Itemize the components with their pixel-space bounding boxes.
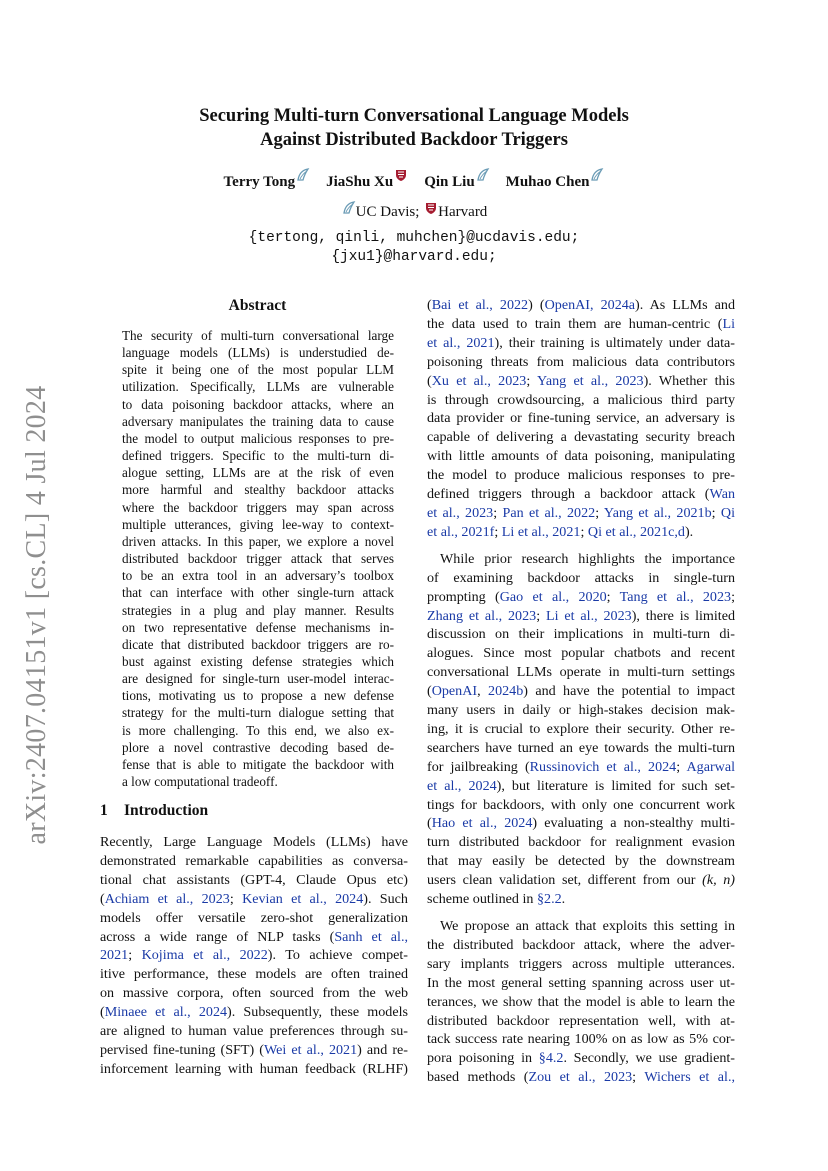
citation-link[interactable]: Wan [709, 486, 735, 503]
author-name: Terry Tong [223, 174, 296, 190]
text-run: In the most general setting spanning across user ut- [427, 974, 735, 991]
abstract-line: multiple utterances, giving lee-way to context- [122, 516, 394, 532]
text-run: ), their training is ultimately under data- [494, 334, 735, 351]
text-run: the data used to train them are human-centric ( [427, 315, 723, 332]
text-run: pervised fine-tuning (SFT) ( [100, 1041, 264, 1058]
text-run: ; [526, 372, 538, 389]
ucdavis-logo-icon [476, 168, 490, 182]
abstract-line: the model to output malicious responses to pre- [122, 430, 394, 446]
text-run: ; [580, 523, 588, 540]
text-line [427, 777, 735, 796]
citation-link[interactable]: et al., 2023 [427, 504, 494, 521]
text-run: ( [100, 1004, 105, 1021]
text-run: capable of delivering a devastating security breach [427, 429, 735, 446]
affiliation-harvard: Harvard [438, 204, 488, 220]
text-line [100, 833, 408, 852]
math-expression: (k, n) [702, 872, 735, 889]
text-line [100, 928, 408, 947]
title-line-1: Securing Multi-turn Conversational Language Models [199, 106, 629, 126]
text-run: ; [536, 607, 546, 624]
citation-link[interactable]: Zou et al., 2023 [528, 1069, 633, 1086]
text-run: While prior research highlights the importance [440, 550, 735, 567]
text-run: ). Whether this [643, 372, 735, 389]
abstract-line: fense that is able to mitigate the backdoor with [122, 756, 394, 772]
citation-link[interactable]: Li [722, 315, 735, 332]
ucdavis-logo-icon [590, 168, 604, 182]
abstract-line: more harmful and stealthy backdoor attacks [122, 482, 394, 498]
citation-link[interactable]: Wichers et al., [644, 1069, 735, 1086]
text-line [427, 644, 735, 663]
author-emails [0, 229, 828, 267]
text-run: discussion on their implications in multi-turn di- [427, 626, 735, 643]
section-number: 1 [100, 802, 108, 819]
text-line [427, 936, 735, 955]
text-run: many users in daily or high-stakes decision mak- [427, 702, 735, 719]
paper-title [0, 104, 828, 152]
text-line [427, 588, 735, 607]
abstract-heading: Abstract [228, 297, 287, 314]
text-run: users clean validation set, different from our [427, 872, 703, 889]
abstract-line: to be an extra tool in an adversary’s toolbox [122, 568, 394, 584]
text-line [100, 852, 408, 871]
author-entry [326, 174, 408, 191]
text-run: ). Such [363, 890, 408, 907]
text-run: based methods ( [427, 1069, 529, 1086]
harvard-logo-icon [424, 201, 438, 215]
text-line [100, 909, 408, 928]
text-run: We propose an attack that exploits this setting in [440, 918, 735, 934]
left-column-text [100, 833, 408, 1079]
text-line [100, 1022, 408, 1041]
ucdavis-logo-icon [296, 168, 310, 182]
text-run: ( [427, 815, 432, 832]
text-line [427, 758, 735, 777]
text-run: defined triggers through a backdoor attack ( [427, 486, 710, 503]
text-run: ( [427, 683, 432, 700]
abstract-line: plore a novel contrastive decoding based de- [122, 739, 394, 755]
affiliations [0, 204, 828, 221]
text-line [100, 1003, 408, 1022]
citation-link[interactable]: Kevian et al., 2024 [242, 890, 364, 907]
text-line [427, 1068, 735, 1087]
text-line [427, 409, 735, 428]
ucdavis-logo-icon [342, 201, 356, 215]
text-run: , [477, 683, 489, 700]
text-run: alogues. Since most popular chatbots and recent [427, 645, 735, 662]
title-line-2: Against Distributed Backdoor Triggers [260, 130, 568, 150]
text-run: across a wide range of NLP tasks ( [100, 928, 335, 945]
text-run: ; [676, 758, 687, 775]
citation-link[interactable]: §4.2 [538, 1050, 564, 1067]
text-run: the model to produce malicious responses to pre- [427, 467, 735, 484]
text-line [427, 391, 735, 410]
author-name: Muhao Chen [505, 174, 590, 190]
text-run: models offer versatile zero-shot generalization [100, 909, 408, 926]
text-run: poisoning threats from malicious data contributors [427, 353, 735, 370]
text-line [100, 1041, 408, 1060]
text-run: tack success rate nearing 100% on as low as 5% cor- [427, 1031, 735, 1048]
author-entry [224, 174, 311, 191]
text-run: ) evaluating a non-stealthy multi- [532, 815, 735, 832]
text-line [100, 871, 408, 890]
text-run: terances, we show that the model is able to learn the [427, 993, 735, 1010]
text-run: prompting ( [427, 588, 500, 605]
text-line [427, 1030, 735, 1049]
abstract-line: alogue setting, LLMs are at the risk of even [122, 465, 394, 481]
text-line [427, 334, 735, 353]
text-line [427, 682, 735, 701]
citation-link[interactable]: Qi [720, 504, 735, 521]
abstract-line: defined triggers. Specific to the multi-turn di- [122, 448, 394, 464]
harvard-logo-icon [394, 168, 408, 182]
text-line [427, 739, 735, 758]
text-run: on massive corpora, often sourced from the web [100, 985, 408, 1002]
text-run: that may easily be detected by the downstream [427, 853, 735, 870]
text-run: conversational LLMs operate in multi-turn settings [427, 664, 735, 681]
text-run: ; [595, 504, 604, 521]
text-line [427, 353, 735, 372]
citation-link[interactable]: Hao et al., 2024 [431, 815, 533, 832]
text-run: itive performance, these models are often trained [100, 966, 408, 983]
citation-link[interactable]: Sanh et al., [334, 928, 408, 945]
citation-link[interactable]: Agarwal [686, 758, 735, 775]
text-line [427, 372, 735, 391]
text-run: ; [494, 523, 502, 540]
text-run: ). [684, 523, 694, 540]
text-run: ). As LLMs and [635, 297, 735, 313]
text-line [427, 833, 735, 852]
citation-link[interactable]: Zhang et al., 2023 [427, 607, 537, 624]
text-run: the distributed backdoor attack, where the adver- [427, 936, 735, 953]
text-line [427, 1049, 735, 1068]
citation-link[interactable]: Li et al., 2021 [501, 523, 581, 540]
text-run: ; [731, 588, 735, 605]
text-run: demonstrated remarkable capabilities as conversa- [100, 852, 408, 869]
abstract-line: to data poisoning backdoor attacks, where an [122, 396, 394, 412]
text-run: . [561, 891, 566, 908]
abstract-line: tions, motivating us to propose a new defense [122, 688, 394, 704]
text-run: ; [711, 504, 721, 521]
abstract-line: language models (LLMs) is understudied de- [122, 345, 394, 361]
citation-link[interactable]: Gao et al., 2020 [499, 588, 607, 605]
text-line [427, 625, 735, 644]
citation-link[interactable]: Qi et al., 2021c,d [587, 523, 685, 540]
abstract-line: on two representative defense mechanisms in- [122, 619, 394, 635]
text-line [427, 701, 735, 720]
text-line [427, 1012, 735, 1031]
text-line [427, 814, 735, 833]
text-run: turn distributed backdoor for realignment evasion [427, 834, 735, 851]
abstract-line: distributed backdoor trigger attack that serves [122, 551, 394, 567]
abstract-line: is more challenging. To this end, we also ex- [122, 722, 394, 738]
text-line [427, 523, 735, 542]
text-run: ( [427, 297, 432, 313]
text-line [427, 993, 735, 1012]
citation-link[interactable]: 2021 [100, 947, 129, 964]
citation-link[interactable]: OpenAI [431, 683, 478, 700]
abstract-line: strategy for the multi-turn dialogue setting that [122, 705, 394, 721]
text-run: searchers have turned an eye towards the multi-turn [427, 739, 735, 756]
text-line [427, 569, 735, 588]
citation-link[interactable]: Bai et al., 2022 [431, 297, 529, 313]
text-line [427, 296, 735, 315]
abstract-line: The security of multi-turn conversational large [122, 328, 394, 343]
text-line [427, 428, 735, 447]
text-line [427, 447, 735, 466]
citation-link[interactable]: Kojima et al., 2022 [141, 947, 268, 964]
citation-link[interactable]: Pan et al., 2022 [502, 504, 596, 521]
citation-link[interactable]: et al., 2021 [427, 334, 495, 351]
section-title: Introduction [124, 802, 209, 819]
text-line [100, 965, 408, 984]
text-run: ). To achieve compet- [267, 947, 408, 964]
author-entry [506, 174, 605, 191]
email-line-2: {jxu1}@harvard.edu; [331, 249, 497, 265]
text-run: sary implants triggers across multiple utterances. [427, 955, 735, 972]
text-line [100, 1060, 408, 1079]
text-run: ( [427, 372, 432, 389]
citation-link[interactable]: Li et al., 2023 [545, 607, 632, 624]
text-run: ( [100, 890, 105, 907]
abstract-body [122, 327, 394, 790]
text-run: tional chat assistants (GPT-4, Claude Opus etc) [100, 871, 408, 888]
text-run: pora poisoning in [427, 1050, 539, 1067]
text-run: ) and have the potential to impact [523, 683, 735, 700]
email-line-1: {tertong, qinli, muhchen}@ucdavis.edu; [248, 230, 580, 246]
text-line [427, 485, 735, 504]
citation-link[interactable]: Tang et al., 2023 [619, 588, 732, 605]
text-line [427, 315, 735, 334]
text-line [427, 550, 735, 569]
author-name: JiaShu Xu [326, 174, 394, 190]
abstract-line: dicate that distributed backdoor triggers are ro- [122, 636, 394, 652]
citation-link[interactable]: Russinovich et al., 2024 [529, 758, 677, 775]
text-line [427, 607, 735, 626]
text-run: data provider or fine-tuning service, an adversary is [427, 410, 735, 427]
text-run: ; [493, 504, 503, 521]
arxiv-identifier-text: arXiv:2407.04151v1 [cs.CL] 4 Jul 2024 [21, 385, 52, 845]
text-line [427, 852, 735, 871]
text-line [427, 663, 735, 682]
text-run: ; [606, 588, 620, 605]
text-line [100, 984, 408, 1003]
text-line [427, 871, 735, 890]
abstract-line: utilization. Specifically, LLMs are vulnerable [122, 379, 394, 395]
citation-link[interactable]: et al., 2024 [427, 777, 497, 794]
text-line [427, 720, 735, 739]
arxiv-sidebar-identifier [12, 380, 62, 850]
text-run: ; [128, 947, 142, 964]
text-run: ; [229, 890, 243, 907]
text-run: ) ( [528, 297, 545, 313]
text-run: ), but literature is limited for such set- [496, 777, 735, 794]
abstract-line: strategies in a plug and play manner. Results [122, 602, 394, 618]
section-heading [100, 802, 208, 820]
text-line [427, 917, 735, 936]
abstract-line: a low computational tradeoff. [122, 774, 278, 790]
abstract-line: driven attacks. In this paper, we explore a novel [122, 533, 394, 549]
citation-link[interactable]: et al., 2021f [427, 523, 495, 540]
citation-link[interactable]: Achiam et al., 2023 [104, 890, 230, 907]
text-line [427, 504, 735, 523]
text-run: ; [632, 1069, 645, 1086]
text-line [427, 955, 735, 974]
text-line [100, 946, 408, 965]
text-run: ). Subsequently, these models [227, 1004, 408, 1021]
text-line [427, 890, 735, 909]
citation-link[interactable]: OpenAI, 2024a [544, 297, 636, 313]
text-run: scheme outlined in [427, 891, 537, 908]
right-column-text [427, 296, 735, 1087]
citation-link[interactable]: 2024b [488, 683, 524, 700]
abstract-line: adversary manipulates the training data to cause [122, 413, 394, 429]
author-entry [424, 174, 489, 191]
text-run: Recently, Large Language Models (LLMs) have [100, 834, 408, 850]
text-run: are aligned to human value preferences through su- [100, 1023, 408, 1040]
citation-link[interactable]: Yang et al., 2021b [603, 504, 712, 521]
text-line [427, 466, 735, 485]
author-list [0, 174, 828, 191]
text-run: of examining backdoor attacks in single-turn [427, 569, 735, 586]
citation-link[interactable]: §2.2 [536, 891, 562, 908]
citation-link[interactable]: Xu et al., 2023 [431, 372, 527, 389]
text-run: . Secondly, we use gradient- [563, 1050, 735, 1067]
text-line [427, 974, 735, 993]
affiliation-ucdavis: UC Davis; [355, 204, 420, 220]
text-run: ), there is limited [631, 607, 735, 624]
citation-link[interactable]: Wei et al., 2021 [263, 1041, 358, 1058]
abstract-line: spite it being one of the most popular LLM [122, 362, 394, 378]
abstract-line: where the backdoor triggers may span across [122, 499, 394, 515]
text-run: ing, it is crucial to explore their security. Other re- [427, 720, 735, 737]
abstract-line: that can interface with other single-turn attack [122, 585, 394, 601]
text-run: tings for backdoors, with only one concurrent work [427, 796, 735, 813]
text-run: is through crowdsourcing, a malicious third party [427, 391, 735, 408]
text-run: distributed backdoor representation well, with at- [427, 1012, 735, 1029]
citation-link[interactable]: Minaee et al., 2024 [104, 1004, 228, 1021]
text-run: for jailbreaking ( [427, 758, 530, 775]
text-run: with little amounts of data poisoning, manipulating [427, 448, 735, 465]
abstract-line: are designed for single-turn user-model interac- [122, 671, 394, 687]
text-line [100, 890, 408, 909]
author-name: Qin Liu [424, 174, 475, 190]
citation-link[interactable]: Yang et al., 2023 [537, 372, 644, 389]
text-run: ) and re- [357, 1041, 408, 1058]
text-line [427, 796, 735, 815]
abstract-line: bust against existing defense strategies which [122, 653, 394, 669]
text-run: inforcement learning with human feedback (RLHF) [100, 1060, 408, 1077]
